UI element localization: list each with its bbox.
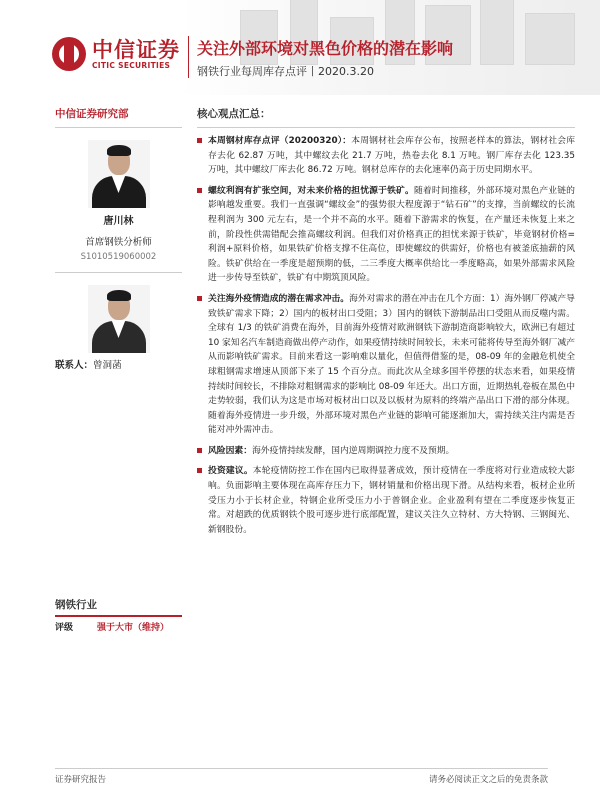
bullet-square-icon — [197, 138, 202, 143]
citic-logo-icon — [52, 37, 86, 71]
contact-line — [55, 357, 182, 371]
report-header — [0, 0, 600, 95]
point-lead: 风险因素： — [208, 445, 252, 456]
section-title: 核心观点汇总： — [197, 100, 575, 128]
brand-name-en: CITIC SECURITIES — [92, 60, 171, 70]
bullet-square-icon — [197, 188, 202, 193]
point-overseas-demand — [197, 292, 575, 438]
point-investment-advice — [197, 464, 575, 537]
rating-value: 强于大市（维持） — [97, 623, 170, 633]
contact-name: 曾洞菡 — [93, 360, 122, 371]
institute-name: 中信证券研究部 — [55, 100, 182, 128]
footer-divider — [55, 768, 548, 769]
analyst-photo — [88, 140, 150, 208]
point-body: 随着时间推移，外部环境对黑色产业链的影响越发重要。我们一直强调“螺纹金”的强势很大程度源于“钻石矿”的支撑，当前螺纹的长流程利润为 300 元左右，是一个并不高的水平。随着下游需求的恢复，在产量还未恢复上来之前，阶段性供需错配会推高螺纹利润。但我们对价格真正的担忧来源于铁矿，毕竟钢材价格=利润+原料价格，如果铁矿价格支撑不住高位，即使螺纹的供需好，价格也有被釜底抽薪的风险。铁矿供给在一季度是超预期的低，二三季度大概率供给比一季度略高，如果外部需求风险进一步传导至铁矿，铁矿有中期筑顶风险。 — [208, 185, 575, 284]
analyst-role: 首席钢铁分析师 — [85, 237, 152, 248]
point-body: 海外对需求的潜在冲击在几个方面：1）海外钢厂停减产导致铁矿需求下降；2）国内的板材出口受阻；3）国内的钢铁下游制品出口受阻从而反噬内需。全球有 1/3 的铁矿消费在海外，目前海外疫情对欧洲钢铁下游制造商影响较大，欧洲已有超过 10 家知名汽车制造商做出停产动作，如果疫情持续时间较长，未来可能将传导至海外钢厂减产从而影响铁矿需求。目前来看这一影响难以量化，但值得借鉴的是，08-09 年的金融危机使全球粗钢需求增速从顶部下来了 15 个百分点。而此次从全球多国半停摆的状态来看，如果疫情持续时间较长，不排除对粗钢需求的影响比 08-09 年还大。出口方面，近期热轧卷板在黑色中走势较弱，我们认为这是市场对板材出口以及以板材为原料的终端产品出口下滑的部分体现。随着海外疫情进一步升级，外部环境对黑色产业链的影响可能逐渐加大，需持续关注内需是否能对冲外需冲击。 — [208, 293, 575, 436]
point-lead: 螺纹利润有扩张空间，对未来价格的担忧源于铁矿。 — [208, 185, 414, 196]
point-body: 本轮疫情防控工作在国内已取得显著成效，预计疫情在一季度将对行业造成较大影响。负面影响主要体现在高库存压力下，钢材销量和价格出现下滑。从结构来看，板材企业所受压力小于长材企业，特钢企业所受压力小于普钢企业。企业盈利有望在二季度逐步恢复正常。对超跌的优质钢铁个股可逐步进行底部配置，建议关注久立特材、方大特钢、三钢闽光、新钢股份。 — [208, 466, 575, 535]
report-subtitle: 钢铁行业每周库存点评丨2020.3.20 — [197, 65, 374, 78]
rating-label: 评级 — [55, 623, 74, 633]
point-body: 海外疫情持续发酵，国内逆周期调控力度不及预期。 — [252, 445, 455, 456]
bullet-square-icon — [197, 448, 202, 453]
point-lead: 投资建议。 — [208, 466, 253, 477]
bullet-square-icon — [197, 468, 202, 473]
footer-left-text: 证券研究报告 — [55, 775, 107, 785]
point-lead: 关注海外疫情造成的潜在需求冲击。 — [208, 293, 350, 304]
analyst-license-id: S1010519060002 — [55, 252, 182, 273]
industry-name: 钢铁行业 — [55, 597, 182, 617]
industry-rating-box — [55, 597, 182, 633]
point-rebar-profit — [197, 184, 575, 286]
point-risk-factors — [197, 444, 575, 459]
point-inventory — [197, 134, 575, 178]
point-body: 本周钢材社会库存公布，按照老样本的算法，钢材社会库存去化 62.87 万吨，其中螺纹去化 21.7 万吨，热卷去化 8.1 万吨。钢厂库存去化 123.35 万吨，其中螺纹厂库去化 86.72 万吨。钢材总库存的去化速率仍高于历史同期水平。 — [208, 136, 575, 176]
point-lead: 本周钢材库存点评（20200320）： — [208, 136, 352, 146]
page-footer — [55, 773, 548, 785]
contact-label: 联系人： — [55, 360, 94, 371]
main-content — [197, 100, 575, 543]
footer-disclaimer: 请务必阅读正文之后的免责条款 — [428, 775, 548, 785]
header-divider — [188, 36, 189, 78]
report-title: 关注外部环境对黑色价格的潜在影响 — [197, 39, 454, 58]
contact-photo — [88, 285, 150, 353]
sidebar — [55, 100, 182, 371]
brand-name-cn: 中信证券 — [92, 37, 180, 62]
analyst-name: 唐川林 — [103, 216, 134, 227]
bullet-square-icon — [197, 296, 202, 301]
citic-logo — [52, 37, 180, 71]
